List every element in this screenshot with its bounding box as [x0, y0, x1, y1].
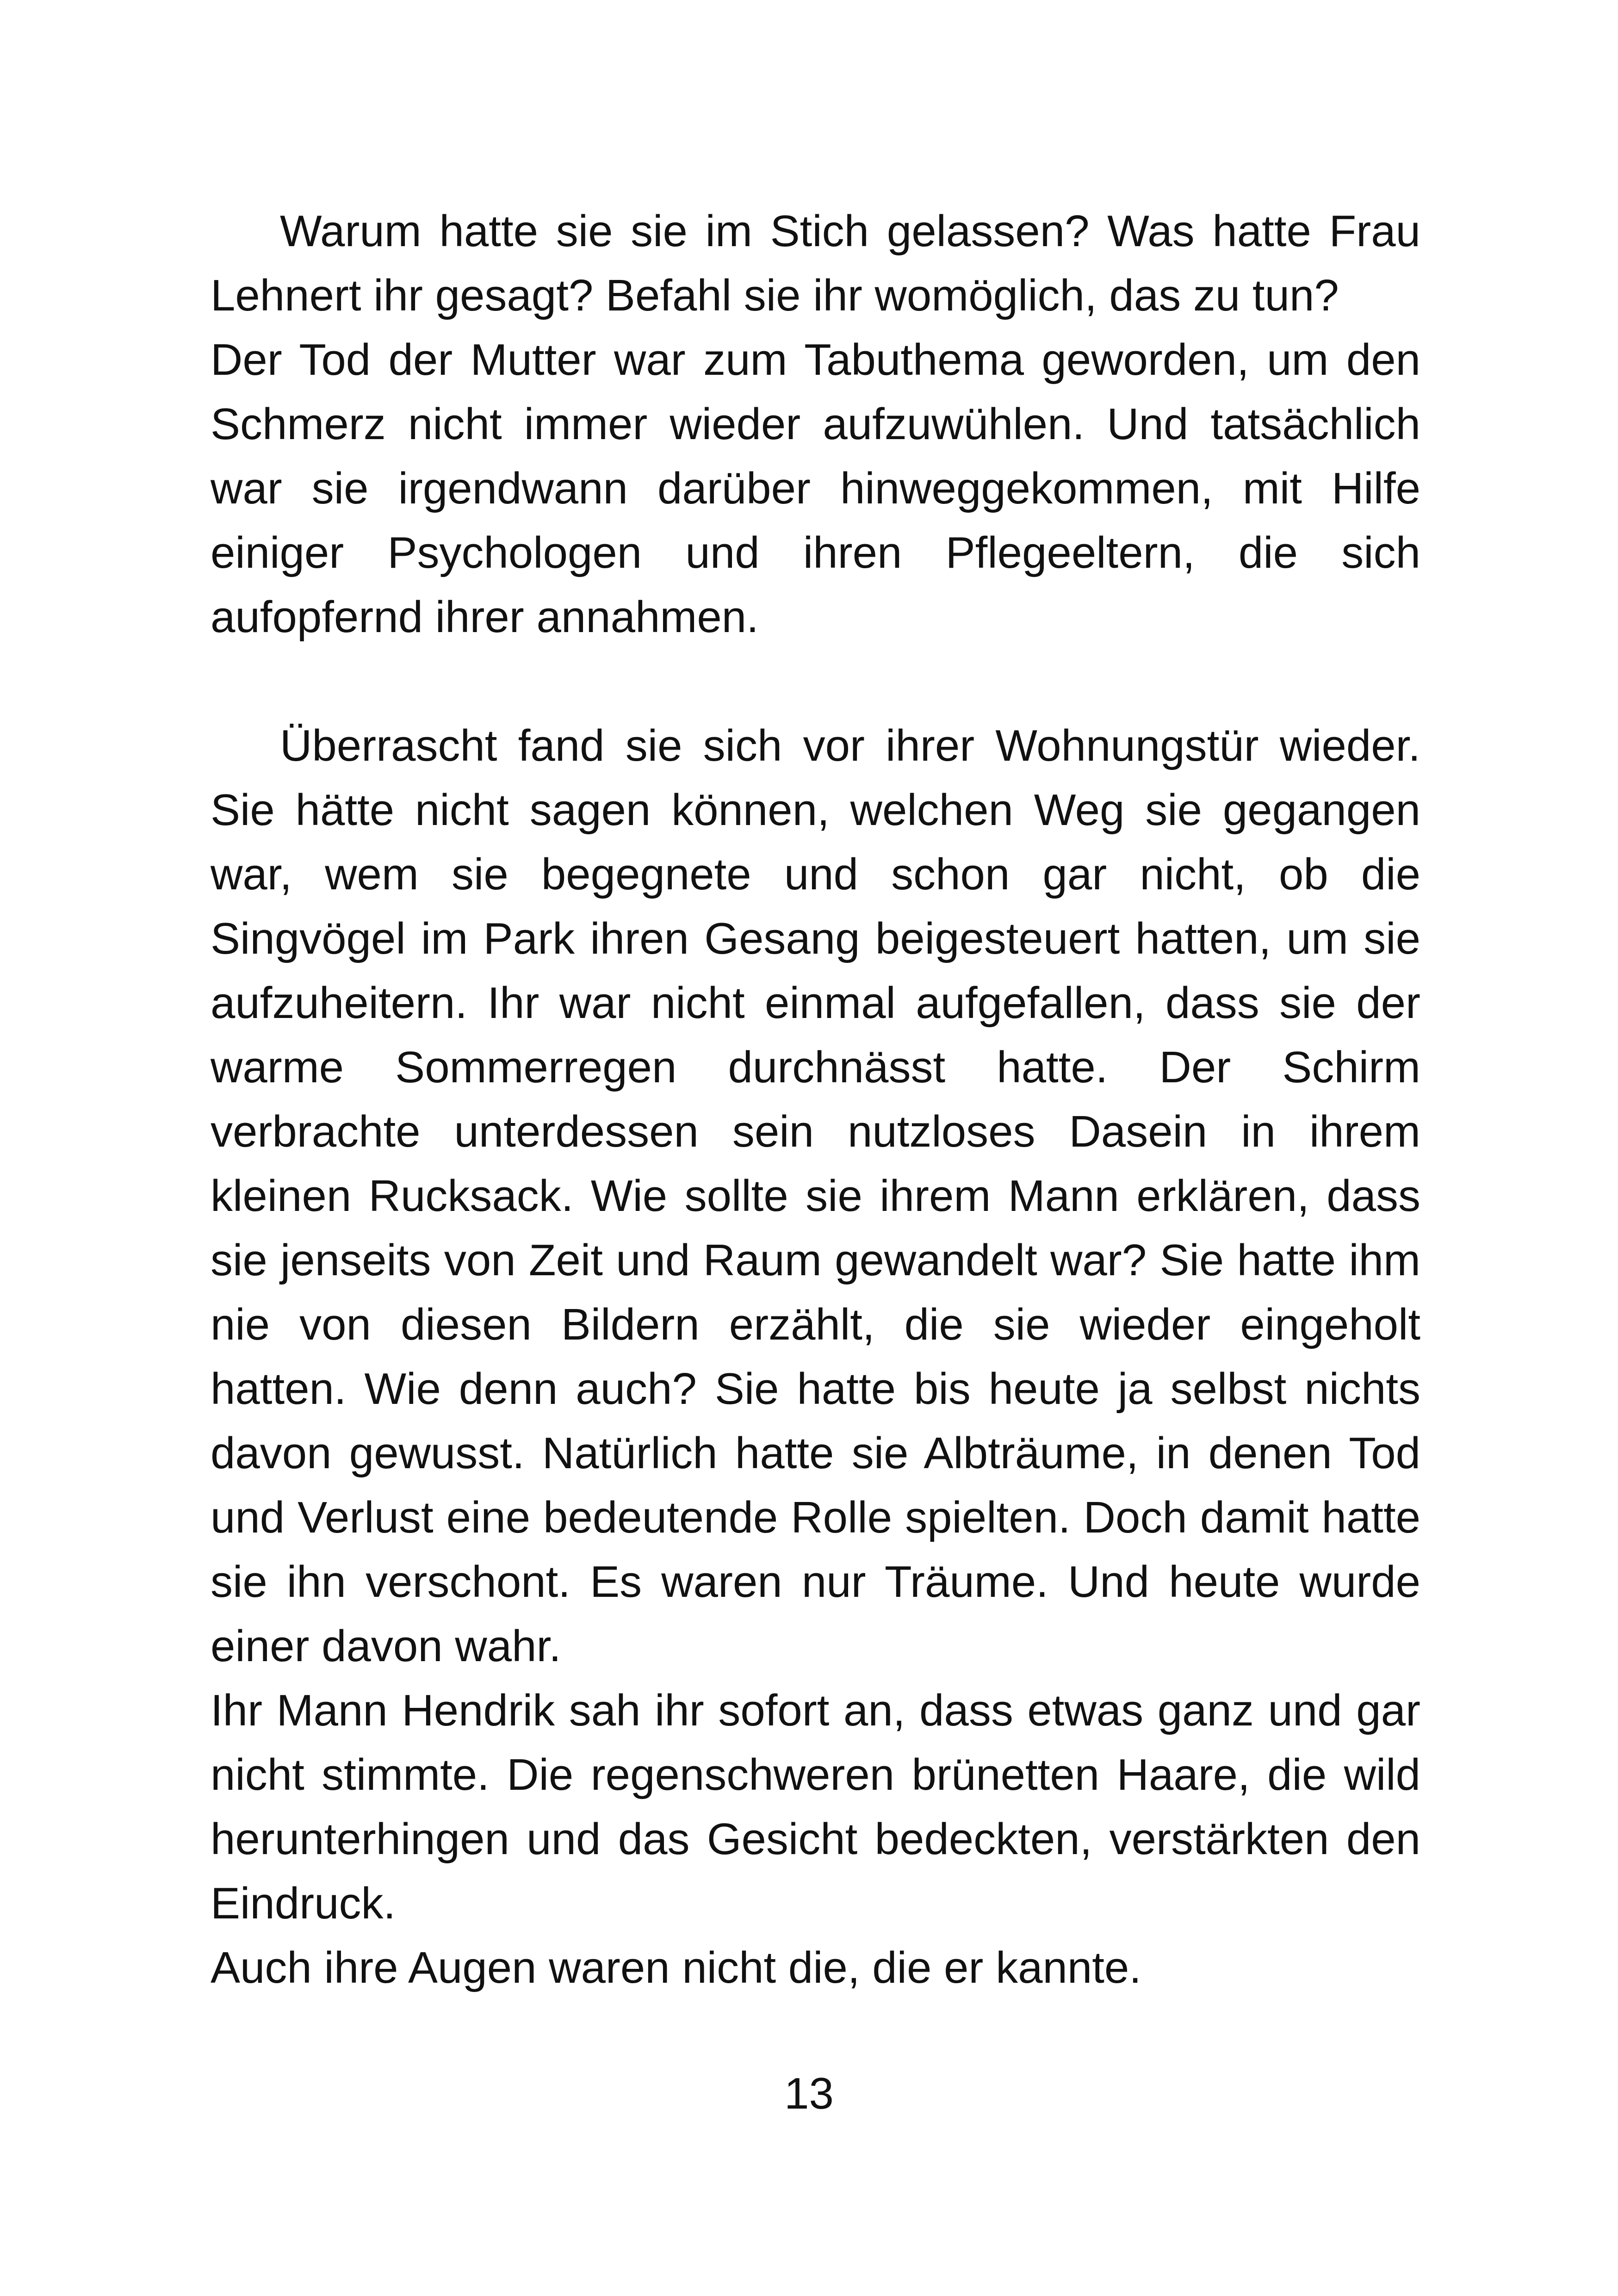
page-number: 13 [784, 2069, 834, 2118]
paragraph-1: Warum hatte sie sie im Stich gelassen? Was hatte Frau Lehnert ihr gesagt? Befahl sie ihr womöglich, das zu tun? [211, 206, 1420, 320]
body-text [211, 199, 1420, 2000]
paragraph-4: Ihr Mann Hendrik sah ihr sofort an, dass etwas ganz und gar nicht stimmte. Die regenschweren brünetten Haare, die wild herunterhingen und das Gesicht bedeckten, verstärkten den Eindruck. [211, 1686, 1420, 1928]
paragraph-5: Auch ihre Augen waren nicht die, die er kannte. [211, 1943, 1141, 1992]
paragraph-2: Der Tod der Mutter war zum Tabuthema geworden, um den Schmerz nicht immer wieder aufzuwühlen. Und tatsächlich war sie irgendwann darüber hinweggekommen, mit Hilfe einiger Psychologen und ihren Pflegeeltern, die sich aufopfernd ihrer annahmen. [211, 335, 1420, 642]
paragraph-3: Überrascht fand sie sich vor ihrer Wohnungstür wieder. Sie hätte nicht sagen können, welchen Weg sie gegangen war, wem sie begegnete und schon gar nicht, ob die Singvögel im Park ihren Gesang beigesteuert hatten, um sie aufzuheitern. Ihr war nicht einmal aufgefallen, dass sie der warme Sommerregen durchnässt hatte. Der Schirm verbrachte unterdessen sein nutzloses Dasein in ihrem kleinen Rucksack. Wie sollte sie ihrem Mann erklären, dass sie jenseits von Zeit und Raum gewandelt war? Sie hatte ihm nie von diesen Bildern erzählt, die sie wieder eingeholt hatten. Wie denn auch? Sie hatte bis heute ja selbst nichts davon gewusst. Natürlich hatte sie Albträume, in denen Tod und Verlust eine bedeutende Rolle spielten. Doch damit hatte sie ihn verschont. Es waren nur Träume. Und heute wurde einer davon wahr. [211, 721, 1420, 1671]
